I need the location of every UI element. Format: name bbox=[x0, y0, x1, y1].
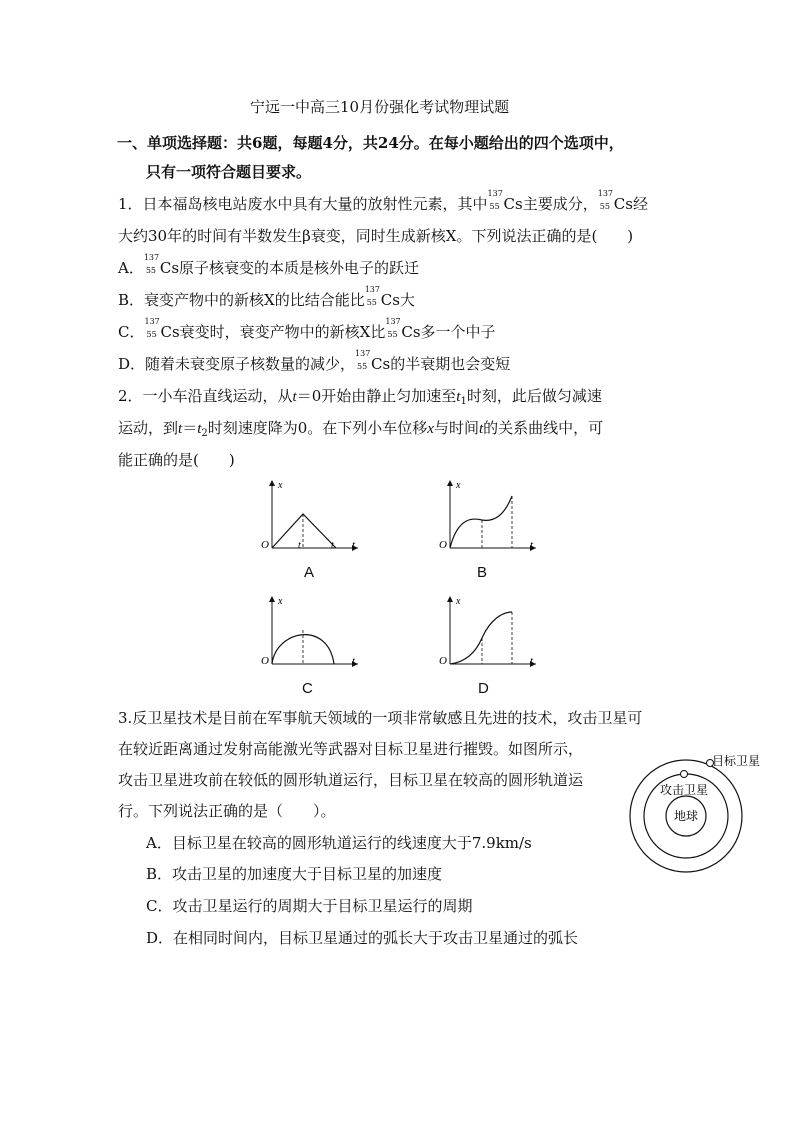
axis-x-label: x bbox=[278, 480, 283, 491]
q3-option-d: D．在相同时间内，目标卫星通过的弧长大于攻击卫星通过的弧长 bbox=[146, 929, 579, 947]
q3-line3: 攻击卫星进攻前在较低的圆形轨道运行，目标卫星在较高的圆形轨道运 bbox=[118, 771, 584, 789]
origin-label: O bbox=[261, 539, 269, 551]
graph-d-label: D bbox=[478, 680, 489, 697]
graph-c bbox=[258, 592, 368, 674]
graph-d bbox=[436, 592, 546, 674]
graph-b bbox=[436, 476, 546, 558]
q2-line3: 能正确的是( ) bbox=[118, 451, 235, 469]
axis-x-label: x bbox=[278, 596, 283, 607]
origin-label: O bbox=[261, 655, 269, 667]
q3-line4: 行。下列说法正确的是（ ）。 bbox=[118, 802, 336, 820]
attack-satellite-label: 攻击卫星 bbox=[660, 783, 709, 797]
axis-t-label: t bbox=[530, 539, 534, 551]
origin-label: O bbox=[439, 655, 447, 667]
orbit-diagram bbox=[622, 748, 772, 884]
section-heading-line2: 只有一项符合题目要求。 bbox=[146, 163, 312, 181]
graph-a-label: A bbox=[304, 564, 315, 581]
tick-t2: t bbox=[331, 540, 334, 551]
q1-option-a: A． 137 55 Cs原子核衰变的本质是核外电子的跃迁 bbox=[118, 253, 420, 277]
q3-option-b: B．攻击卫星的加速度大于目标卫星的加速度 bbox=[146, 865, 443, 883]
tick-t1: t bbox=[298, 540, 301, 551]
graph-b-label: B bbox=[477, 564, 488, 581]
graph-c-label: C bbox=[302, 680, 313, 697]
axis-x-label: x bbox=[456, 480, 461, 491]
origin-label: O bbox=[439, 539, 447, 551]
q3-line2: 在较近距离通过发射高能激光等武器对目标卫星进行摧毁。如图所示， bbox=[118, 740, 584, 758]
q1-line1: 1．日本福岛核电站废水中具有大量的放射性元素，其中 137 55 Cs主要成分， 137 55 Cs经 bbox=[118, 189, 648, 213]
q2-line2: 运动，到$t=t_2$时刻速度降为0。在下列小车位移x与时间t的关系曲线中，可 bbox=[118, 419, 604, 439]
axis-t-label: t bbox=[352, 539, 356, 551]
page-title: 宁远一中高三10月份强化考试物理试题 bbox=[250, 98, 510, 116]
axis-x-label: x bbox=[456, 596, 461, 607]
q1-line2: 大约30年的时间有半数发生β衰变，同时生成新核X。下列说法正确的是( ) bbox=[118, 227, 634, 245]
q1-option-c: C． 137 55 Cs衰变时，衰变产物中的新核X比 137 55 Cs多一个中子 bbox=[118, 317, 496, 341]
graph-a bbox=[258, 476, 368, 558]
q3-option-a: A．目标卫星在较高的圆形轨道运行的线速度大于7.9km/s bbox=[146, 834, 532, 852]
q1-option-d: D．随着未衰变原子核数量的减少， 137 55 Cs的半衰期也会变短 bbox=[118, 349, 511, 373]
earth-label: 地球 bbox=[674, 809, 699, 823]
axis-t-label: t bbox=[352, 655, 356, 667]
target-satellite-label: 目标卫星 bbox=[712, 754, 761, 768]
axis-t-label: t bbox=[530, 655, 534, 667]
section-heading-line1: 一、单项选择题：共6题，每题4分，共24分。在每小题给出的四个选项中， bbox=[117, 134, 624, 152]
q2-line1: 2．一小车沿直线运动，从t＝0开始由静止匀加速至$t_1$时刻，此后做匀减速 bbox=[118, 387, 602, 407]
q3-option-c: C．攻击卫星运行的周期大于目标卫星运行的周期 bbox=[146, 897, 473, 915]
q3-line1: 3.反卫星技术是目前在军事航天领域的一项非常敏感且先进的技术，攻击卫星可 bbox=[118, 709, 643, 727]
cs-isotope: 137 55 bbox=[487, 189, 503, 211]
q1-option-b: B．衰变产物中的新核X的比结合能比 137 55 Cs大 bbox=[118, 285, 415, 309]
